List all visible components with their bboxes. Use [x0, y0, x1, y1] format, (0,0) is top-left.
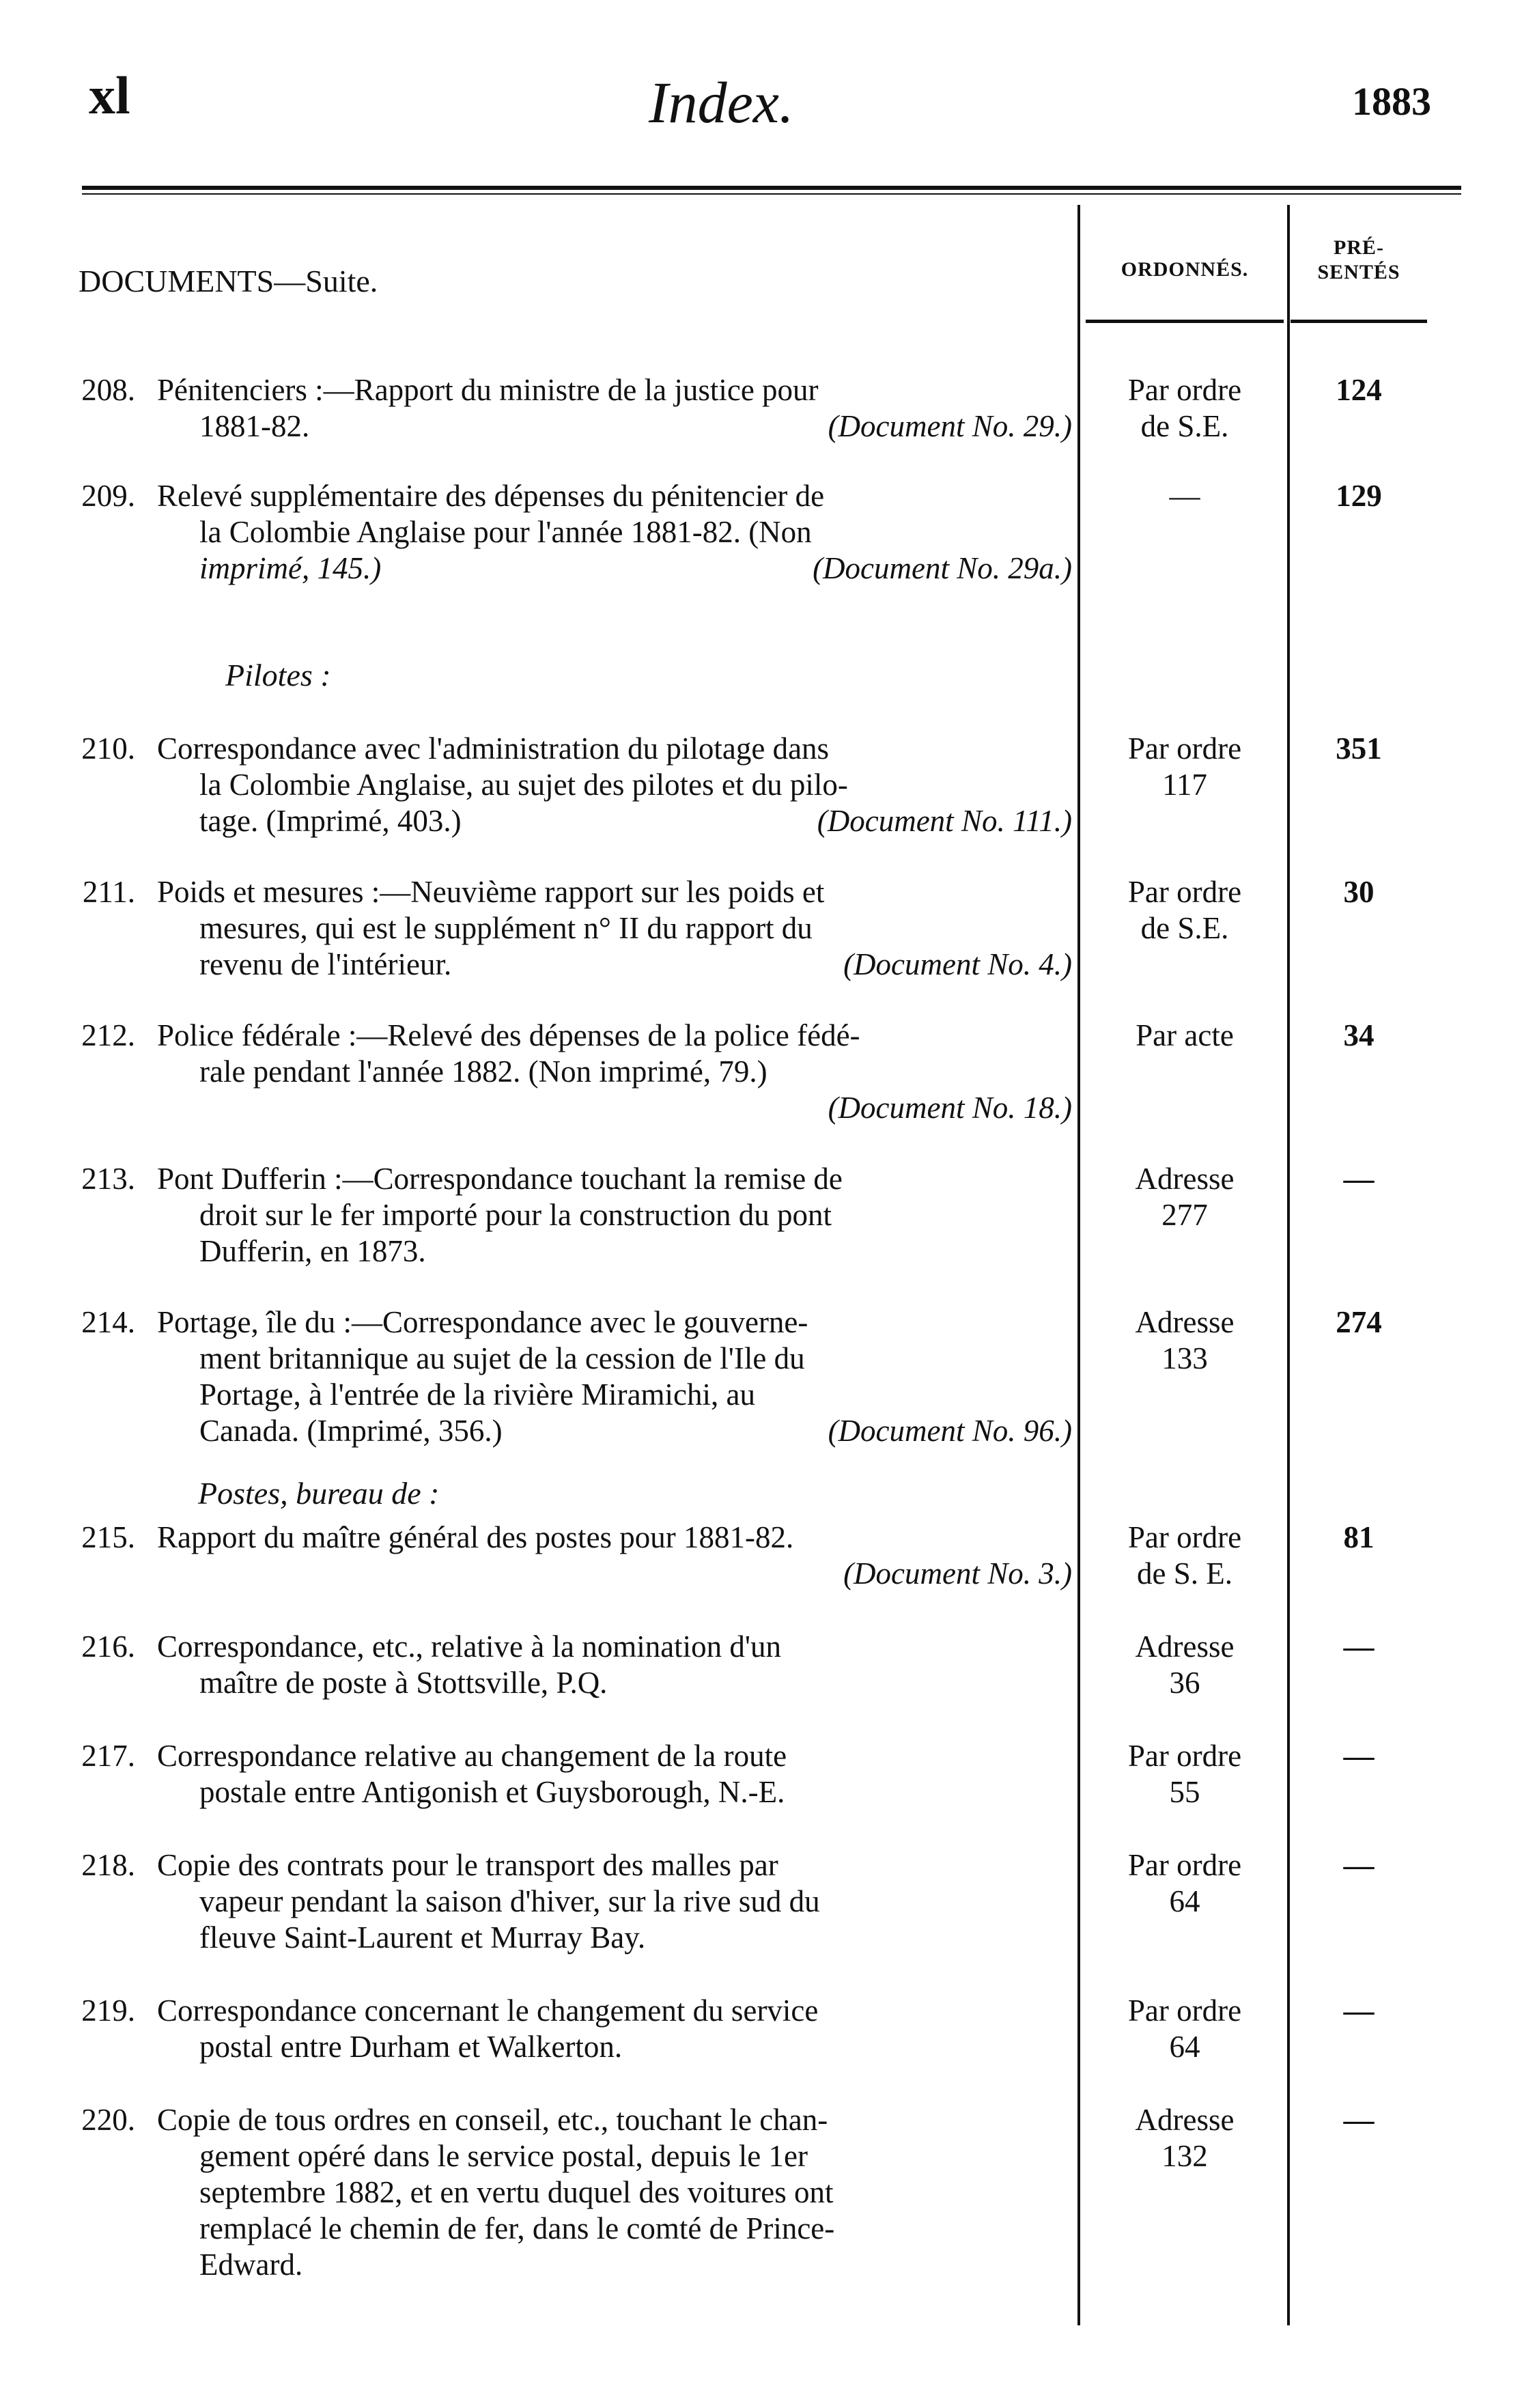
- section-title: DOCUMENTS—Suite.: [79, 264, 378, 298]
- entry-line: septembre 1882, et en vertu duquel des voitures ont: [199, 2175, 834, 2209]
- entry-line: revenu de l'intérieur.: [199, 947, 452, 981]
- entry-219-ordonnes: [1086, 1993, 1284, 2065]
- entry-218-ordonnes: [1086, 1847, 1284, 1920]
- ordonnes-line: Par acte: [1136, 1018, 1234, 1052]
- entry-number: 218.: [81, 1848, 135, 1882]
- page-number: xl: [89, 66, 130, 125]
- entry-line: Correspondance, etc., relative à la nomination d'un: [157, 1629, 782, 1664]
- entry-line: Correspondance concernant le changement du service: [157, 1993, 819, 2028]
- entry-line: Pénitenciers :—Rapport du ministre de la justice pour: [157, 373, 819, 407]
- entry-number: 209.: [81, 479, 135, 513]
- entry-214-ordonnes: [1086, 1304, 1284, 1377]
- entry-217: [81, 1738, 1072, 1810]
- entry-215-presentes: 81: [1343, 1520, 1375, 1554]
- entry-line: fleuve Saint-Laurent et Murray Bay.: [199, 1920, 646, 1955]
- entry-213: [81, 1161, 1072, 1270]
- entry-number: 216.: [81, 1629, 135, 1664]
- column-header-rule-ord: [1086, 320, 1284, 323]
- page-title: Index.: [649, 70, 794, 135]
- entry-line: Correspondance relative au changement de la route: [157, 1739, 787, 1773]
- entry-line: imprimé, 145.): [199, 551, 382, 585]
- ordonnes-line: Adresse: [1135, 1162, 1235, 1196]
- entry-216-presentes: —: [1343, 1629, 1375, 1664]
- document-ref: (Document No. 29a.): [813, 551, 1072, 585]
- entry-208: [81, 372, 1072, 445]
- entry-line: la Colombie Anglaise, au sujet des pilotes et du pilo-: [199, 768, 848, 802]
- entry-line: maître de poste à Stottsville, P.Q.: [199, 1666, 608, 1700]
- ordonnes-line: 277: [1161, 1198, 1208, 1232]
- ordonnes-line: 133: [1161, 1341, 1208, 1375]
- ordonnes-line: Adresse: [1135, 1305, 1235, 1339]
- document-ref: (Document No. 96.): [828, 1414, 1072, 1448]
- ordonnes-line: Adresse: [1135, 1629, 1235, 1664]
- ordonnes-line: Par ordre: [1127, 373, 1242, 407]
- entry-line: Dufferin, en 1873.: [199, 1234, 426, 1268]
- ordonnes-line: Par ordre: [1127, 875, 1242, 909]
- entry-line: mesures, qui est le supplément n° II du rapport du: [199, 911, 813, 945]
- entry-215: [81, 1520, 1072, 1592]
- subhead-postes: Postes, bureau de :: [198, 1476, 440, 1511]
- entry-217-ordonnes: [1086, 1738, 1284, 1810]
- column-header-ordonnes: ORDONNÉS.: [1121, 258, 1249, 281]
- entry-line: Police fédérale :—Relevé des dépenses de la police fédé-: [157, 1018, 860, 1052]
- entry-number: 212.: [81, 1018, 135, 1052]
- ordonnes-line: 117: [1162, 768, 1207, 802]
- entry-215-ordonnes: [1086, 1520, 1284, 1592]
- entry-214-presentes: 274: [1336, 1305, 1382, 1339]
- entry-220-presentes: —: [1343, 2103, 1375, 2137]
- entry-line: Correspondance avec l'administration du pilotage dans: [157, 731, 830, 766]
- subhead-pilotes: Pilotes :: [225, 658, 331, 692]
- entry-220-ordonnes: [1086, 2102, 1284, 2174]
- entry-line: Portage, à l'entrée de la rivière Miramichi, au: [199, 1377, 755, 1412]
- page-year: 1883: [1352, 79, 1431, 124]
- entry-number: 211.: [82, 875, 135, 909]
- entry-211: [82, 874, 1072, 983]
- document-ref: (Document No. 111.): [817, 804, 1072, 838]
- entry-210-presentes: 351: [1336, 731, 1382, 766]
- entry-210-ordonnes: [1086, 731, 1284, 803]
- entry-line: Rapport du maître général des postes pour 1881-82.: [157, 1520, 794, 1554]
- entry-number: 220.: [81, 2103, 135, 2137]
- column-header-presentes: PRÉ- SENTÉS: [1317, 236, 1400, 283]
- entry-number: 217.: [81, 1739, 135, 1773]
- ordonnes-line: Par ordre: [1127, 1993, 1242, 2028]
- entry-number: 208.: [81, 373, 135, 407]
- entry-214: [81, 1304, 1072, 1449]
- ordonnes-line: de S.E.: [1140, 911, 1229, 945]
- entry-208-presentes: 124: [1336, 373, 1382, 407]
- entry-208-ordonnes: [1086, 372, 1284, 445]
- entry-219: [81, 1993, 1072, 2065]
- entry-line: postal entre Durham et Walkerton.: [199, 2030, 623, 2064]
- entry-212-presentes: 34: [1343, 1018, 1375, 1052]
- entry-line: postale entre Antigonish et Guysborough, N.-E.: [199, 1775, 785, 1809]
- entry-211-presentes: 30: [1343, 875, 1375, 909]
- entry-line: ment britannique au sujet de la cession de l'Ile du: [199, 1341, 805, 1375]
- ordonnes-line: 64: [1169, 2030, 1200, 2064]
- entry-216: [81, 1629, 1072, 1701]
- entry-number: 214.: [81, 1305, 135, 1339]
- ordonnes-line: Par ordre: [1127, 1520, 1242, 1554]
- entry-line: Canada. (Imprimé, 356.): [199, 1414, 503, 1448]
- entry-219-presentes: —: [1343, 1993, 1375, 2028]
- entry-line: la Colombie Anglaise pour l'année 1881-82. (Non: [199, 515, 812, 549]
- entry-209-presentes: 129: [1336, 479, 1382, 513]
- entry-212-ordonnes: [1086, 1018, 1284, 1054]
- ordonnes-line: de S. E.: [1137, 1556, 1232, 1591]
- entry-213-presentes: —: [1343, 1162, 1375, 1196]
- entry-line: Relevé supplémentaire des dépenses du pénitencier de: [157, 479, 825, 513]
- column-header-rule-pres: [1291, 320, 1427, 323]
- entry-218-presentes: —: [1343, 1848, 1375, 1882]
- entry-line: tage. (Imprimé, 403.): [199, 804, 462, 838]
- entry-line: droit sur le fer importé pour la construction du pont: [199, 1198, 832, 1232]
- entry-line: Edward.: [199, 2248, 303, 2282]
- entry-line: gement opéré dans le service postal, depuis le 1er: [199, 2139, 808, 2173]
- entry-line: vapeur pendant la saison d'hiver, sur la rive sud du: [199, 1884, 820, 1918]
- entry-210: [81, 731, 1072, 839]
- entry-line: Copie des contrats pour le transport des malles par: [157, 1848, 778, 1882]
- document-ref: (Document No. 29.): [828, 409, 1072, 443]
- ordonnes-line: Par ordre: [1127, 1739, 1242, 1773]
- header-rule-thin: [82, 193, 1461, 195]
- entry-line: Pont Dufferin :—Correspondance touchant la remise de: [157, 1162, 843, 1196]
- ordonnes-line: Adresse: [1135, 2103, 1235, 2137]
- ordonnes-line: 36: [1169, 1666, 1200, 1700]
- column-divider-left: [1077, 205, 1080, 2325]
- document-ref: (Document No. 18.): [828, 1091, 1072, 1125]
- ordonnes-line: Par ordre: [1127, 1848, 1242, 1882]
- entry-number: 219.: [81, 1993, 135, 2028]
- document-ref: (Document No. 3.): [843, 1556, 1072, 1591]
- entry-number: 215.: [81, 1520, 135, 1554]
- document-ref: (Document No. 4.): [843, 947, 1072, 981]
- entry-number: 210.: [81, 731, 135, 766]
- entry-209: [81, 478, 1072, 587]
- entry-218: [81, 1847, 1072, 1956]
- column-divider-right: [1287, 205, 1290, 2325]
- entry-220: [81, 2102, 1072, 2283]
- ordonnes-line: 55: [1169, 1775, 1200, 1809]
- entry-217-presentes: —: [1343, 1739, 1375, 1773]
- ordonnes-line: de S.E.: [1140, 409, 1229, 443]
- entry-line: Copie de tous ordres en conseil, etc., touchant le chan-: [157, 2103, 828, 2137]
- entry-209-ordonnes: [1086, 478, 1284, 514]
- entry-212: [81, 1018, 1072, 1126]
- entry-line: Portage, île du :—Correspondance avec le gouverne-: [157, 1305, 808, 1339]
- entry-213-ordonnes: [1086, 1161, 1284, 1233]
- ordonnes-line: 64: [1169, 1884, 1200, 1918]
- ordonnes-line: 132: [1161, 2139, 1208, 2173]
- entry-line: remplacé le chemin de fer, dans le comté de Prince-: [199, 2211, 835, 2245]
- ordonnes-line: Par ordre: [1127, 731, 1242, 766]
- entry-211-ordonnes: [1086, 874, 1284, 947]
- entry-line: Poids et mesures :—Neuvième rapport sur les poids et: [157, 875, 825, 909]
- entry-number: 213.: [81, 1162, 135, 1196]
- header-rule-thick: [82, 186, 1461, 190]
- entry-line: 1881-82.: [199, 409, 310, 443]
- entry-line: rale pendant l'année 1882. (Non imprimé, 79.): [199, 1054, 767, 1089]
- ordonnes-line: —: [1169, 479, 1200, 513]
- entry-216-ordonnes: [1086, 1629, 1284, 1701]
